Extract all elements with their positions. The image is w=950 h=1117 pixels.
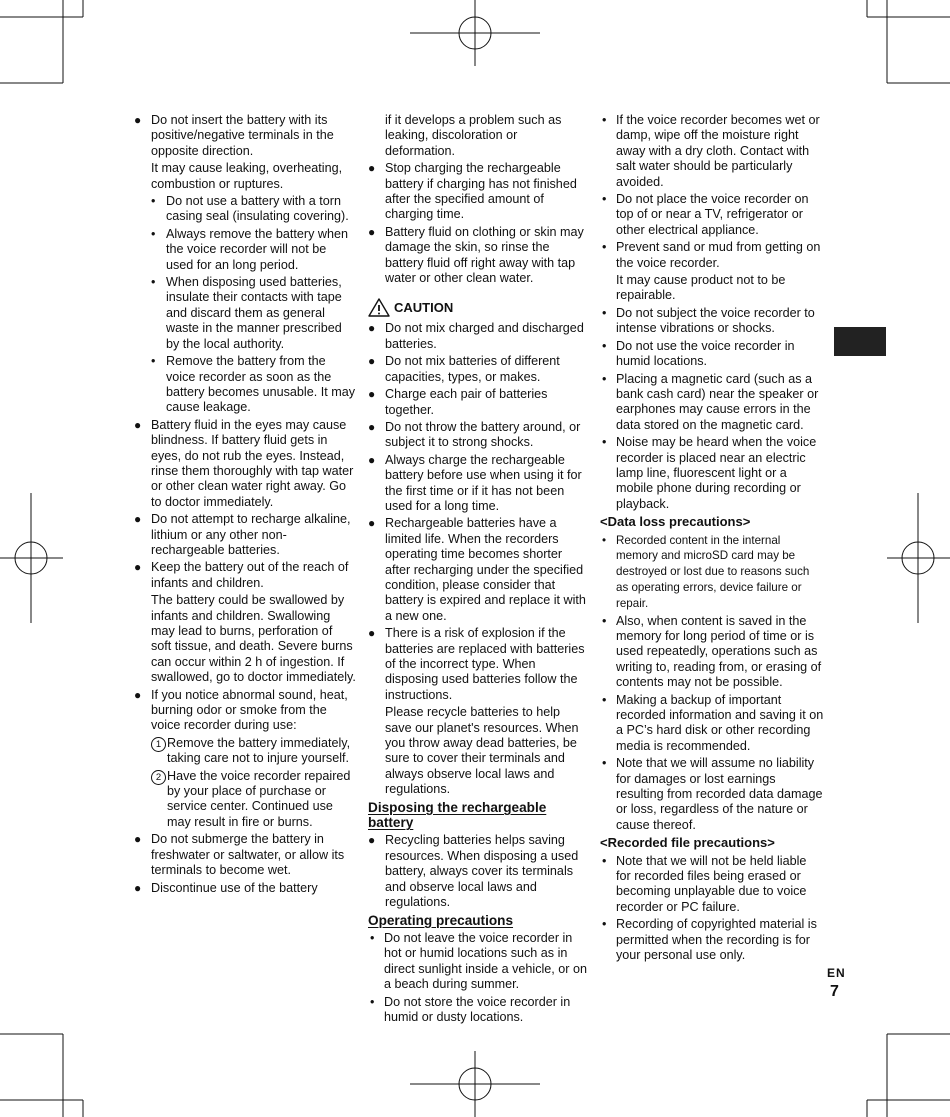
- list-item: • Do not leave the voice recorder in hot or humid locations such as in direct sunlight inside a vehicle, or on a beach during summer.: [368, 931, 590, 993]
- sub-list-item: • Remove the battery from the voice recorder as soon as the battery becomes unusable. It may cause leakage.: [134, 354, 356, 416]
- sub-list-item: • Always remove the battery when the voice recorder will not be used for an long period.: [134, 227, 356, 273]
- registration-mark-right: [887, 493, 950, 623]
- section-heading: <Recorded file precautions>: [600, 835, 775, 851]
- sub-list-item: • When disposing used batteries, insulate their contacts with tape and discard them as general waste in the manner prescribed by the local authority.: [134, 275, 356, 352]
- list-item: • Note that we will not be held liable for recorded files being erased or becoming unplayable due to voice recorder or PC failure.: [600, 854, 824, 916]
- step-text: Remove the battery immediately, taking care not to injure yourself.: [167, 735, 351, 766]
- registration-mark-top: [410, 0, 540, 66]
- list-item: ● If you notice abnormal sound, heat, burning odor or smoke from the voice recorder during use:: [134, 688, 356, 734]
- list-item: ● Do not submerge the battery in freshwater or saltwater, or allow its terminals to become wet.: [134, 832, 356, 878]
- language-code: EN: [827, 966, 846, 980]
- list-item: • Also, when content is saved in the memory for long period of time or is used repeatedly, operations such as writing to, reading from, or erasing of contents may not be possible.: [600, 614, 824, 691]
- list-item: ● Recycling batteries helps saving resources. When disposing a used battery, always cover its terminals and observe local laws and regulations.: [368, 833, 590, 910]
- list-item: ● Do not mix batteries of different capacities, types, or makes.: [368, 354, 590, 385]
- list-item: ● Do not throw the battery around, or subject it to strong shocks.: [368, 420, 590, 451]
- step-text: Have the voice recorder repaired by your place of purchase or service center. Continued use may result in fire or burns.: [167, 768, 351, 829]
- list-item: • Do not use the voice recorder in humid locations.: [600, 339, 824, 370]
- section-heading: <Data loss precautions>: [600, 514, 751, 530]
- list-item: • Prevent sand or mud from getting on the voice recorder.: [600, 240, 824, 271]
- paragraph: The battery could be swallowed by infants and children. Swallowing may lead to burns, perforation of soft tissue, and death. Severe burns can occur within 2 h of ingestion. If swallowed, go to doctor immediately.: [151, 593, 356, 685]
- page-number: 7: [830, 983, 839, 1000]
- list-item: ● Do not attempt to recharge alkaline, lithium or any other non-rechargeable batteries.: [134, 512, 356, 558]
- column-3: [600, 113, 824, 965]
- sub-list-item: • Do not use a battery with a torn casing seal (insulating covering).: [134, 194, 356, 225]
- list-item: • Do not place the voice recorder on top of or near a TV, refrigerator or other electrical appliance.: [600, 192, 824, 238]
- list-item: ● Discontinue use of the battery: [134, 881, 356, 896]
- list-item: ● Do not mix charged and discharged batteries.: [368, 321, 590, 352]
- section-heading: Disposing the rechargeable battery: [368, 799, 547, 831]
- paragraph: Please recycle batteries to help save our planet's resources. When you throw away dead batteries, be sure to cover their terminals and always observe local laws and regulations.: [385, 705, 579, 797]
- paragraph: It may cause leaking, overheating, combustion or ruptures.: [151, 161, 343, 191]
- numbered-step: [134, 769, 356, 831]
- paragraph: It may cause product not to be repairable.: [616, 273, 786, 303]
- list-item: ● Battery fluid in the eyes may cause blindness. If battery fluid gets in eyes, do not rub the eyes. Instead, rinse them thoroughly with tap water or other clean water right away. Go to doctor immediately.: [134, 418, 356, 510]
- section-heading: Operating precautions: [368, 912, 514, 928]
- list-item: • Do not store the voice recorder in humid or dusty locations.: [368, 995, 590, 1026]
- list-item: ● There is a risk of explosion if the batteries are replaced with batteries of the incorrect type. When disposing used batteries follow the instructions.: [368, 626, 590, 703]
- list-item: • Placing a magnetic card (such as a bank cash card) near the speaker or earphones may cause errors in the data stored on the magnetic card.: [600, 372, 824, 434]
- list-item: ● Stop charging the rechargeable battery if charging has not finished after the specified amount of charging time.: [368, 161, 590, 223]
- warning-triangle-icon: [368, 298, 390, 317]
- paragraph-continuation: if it develops a problem such as leaking, discoloration or deformation.: [385, 113, 562, 158]
- list-item: • Recording of copyrighted material is permitted when the recording is for your personal use only.: [600, 917, 824, 963]
- list-item: • Do not subject the voice recorder to intense vibrations or shocks.: [600, 306, 824, 337]
- section-tab-marker: [834, 327, 886, 356]
- step-number-1: 1: [151, 737, 166, 752]
- list-item: ● Rechargeable batteries have a limited life. When the recorders operating time becomes shorter after recharging under the specified condition, please consider that battery is expired and replace it with a new one.: [368, 516, 590, 624]
- list-item: • Recorded content in the internal memory and microSD card may be destroyed or lost due to reasons such as operating errors, device failure or repair.: [600, 533, 824, 612]
- list-item: ● Always charge the rechargeable battery before use when using it for the first time or if it has not been used for a long time.: [368, 453, 590, 515]
- column-1: [134, 113, 356, 898]
- list-item: • If the voice recorder becomes wet or damp, wipe off the moisture right away with a dry cloth. Contact with salt water should be particularly avoided.: [600, 113, 824, 190]
- list-item: ● Charge each pair of batteries together.: [368, 387, 590, 418]
- list-item: ● Keep the battery out of the reach of infants and children.: [134, 560, 356, 591]
- registration-mark-bottom: [410, 1051, 540, 1117]
- caution-heading: [368, 298, 590, 317]
- list-item: • Making a backup of important recorded information and saving it on a PC’s hard disk or other recording media is recommended.: [600, 693, 824, 755]
- list-item: • Note that we will assume no liability for damages or lost earnings resulting from recorded data damage or loss, regardless of the nature or cause thereof.: [600, 756, 824, 833]
- list-item: ● Do not insert the battery with its positive/negative terminals in the opposite direction.: [134, 113, 356, 159]
- numbered-step: [134, 736, 356, 767]
- column-2: [368, 113, 590, 1027]
- step-number-2: 2: [151, 770, 166, 785]
- caution-label: CAUTION: [394, 300, 454, 316]
- list-item: ● Battery fluid on clothing or skin may damage the skin, so rinse the battery fluid off right away with tap water or other clean water.: [368, 225, 590, 287]
- list-item: • Noise may be heard when the voice recorder is placed near an electric lamp line, fluorescent light or a mobile phone during recording or playback.: [600, 435, 824, 512]
- registration-mark-left: [0, 493, 63, 623]
